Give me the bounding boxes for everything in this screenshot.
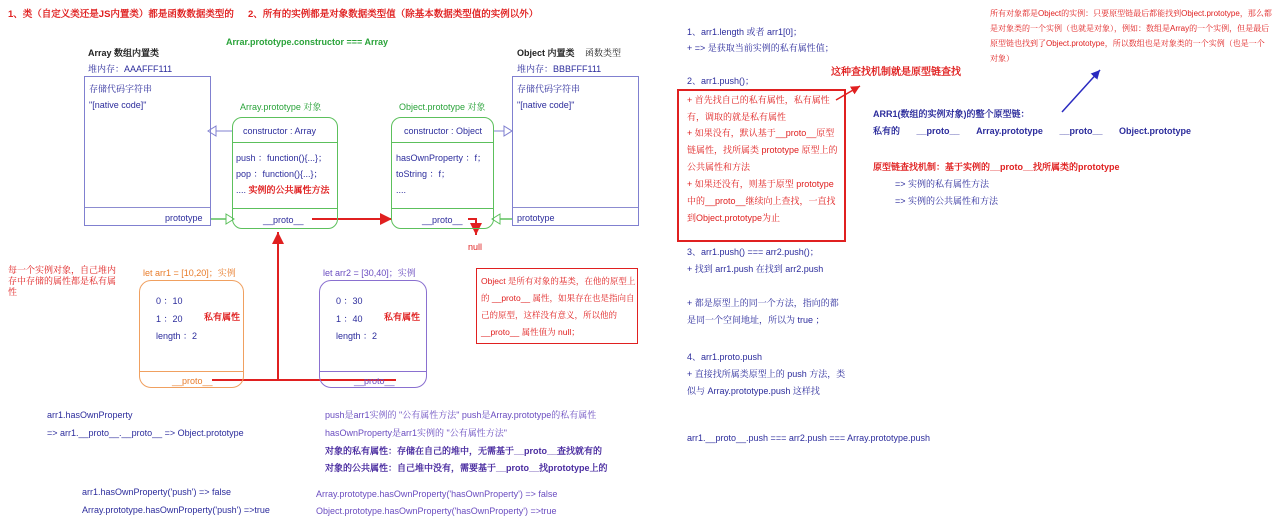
arr1-private-label: 私有属性 bbox=[204, 312, 241, 322]
note-arrow bbox=[1062, 70, 1100, 112]
step2-detail-b: + 如果没有，默认基于__proto__原型链属性，找所属类 prototype 原型上的公共属性和方法 bbox=[687, 128, 838, 172]
array-proto-proto: __proto__ bbox=[263, 215, 304, 225]
array-proto-constructor: constructor : Array bbox=[243, 126, 317, 136]
object-proto-constructor: constructor : Object bbox=[404, 126, 483, 136]
chain-part-object-prototype: Object.prototype bbox=[1118, 126, 1191, 136]
arr2-item-1: 1 ：40 bbox=[336, 314, 363, 324]
chain-part-array-prototype: Array.prototype bbox=[976, 126, 1043, 136]
mechanism-line1: => 实例的私有属性方法 bbox=[895, 179, 990, 189]
step3: 3、arr1.push() === arr2.push()； bbox=[687, 247, 819, 257]
chain-part-private: 私有的 bbox=[873, 126, 901, 136]
left-note: 每一个实例对象，自己堆内存中存储的属性都是私有属性 bbox=[8, 265, 117, 297]
object-fn-subtitle: 函数类型 bbox=[585, 48, 622, 58]
arr1-proto: __proto__ bbox=[172, 376, 213, 386]
array-fn-title: Array 数组内置类 bbox=[88, 48, 160, 58]
step1: 1、arr1.length 或者 arr1[0]； bbox=[687, 27, 803, 37]
mechanism-line2: => 实例的公共属性和方法 bbox=[895, 196, 999, 206]
constructor-arrowhead-object bbox=[504, 126, 512, 136]
array-proto-push: push ：function(){...}； bbox=[236, 153, 328, 163]
constructor-equation: Arrar.prototype.constructor === Array bbox=[226, 37, 388, 47]
object-proto-tostring: toString ：f； bbox=[396, 169, 451, 179]
header-point-2: 2、所有的实例都是对象数据类型值（除基本数据类型值的实例以外） bbox=[248, 9, 539, 20]
object-fn-heap: 堆内存：BBBFFF111 bbox=[517, 64, 602, 74]
array-fn-box bbox=[84, 76, 211, 226]
bottom-left-line4: Array.prototype.hasOwnProperty('push') =>true bbox=[82, 505, 270, 515]
array-fn-heap: 堆内存：AAAFFF111 bbox=[88, 64, 173, 74]
mechanism-title: 原型链查找机制：基于实例的__proto__找所属类的prototype bbox=[873, 162, 1120, 172]
object-proto-box bbox=[391, 117, 494, 229]
step2-detail-c: + 如果还没有，则基于原型 prototype 中的__proto__继续向上查找，一直找到Object.prototype为止 bbox=[687, 179, 836, 223]
arr2-private-label: 私有属性 bbox=[384, 312, 421, 322]
array-fn-code-title: 存储代码字符串 bbox=[89, 84, 153, 94]
object-proto-proto: __proto__ bbox=[422, 215, 463, 225]
array-proto-title: Array.prototype 对象 bbox=[240, 102, 322, 112]
arr1-item-1: 1 ：20 bbox=[156, 314, 183, 324]
array-proto-note: 实例的公共属性方法 bbox=[248, 185, 330, 195]
object-fn-title: Object 内置类 bbox=[517, 48, 575, 58]
chain-part-proto-2: __proto__ bbox=[1059, 126, 1103, 136]
step3-detail-a: + 找到 arr1.push 在找到 arr2.push bbox=[687, 264, 824, 274]
object-proto-dots: .... bbox=[396, 185, 407, 195]
bottom-left-line2: => arr1.__proto__.__proto__ => Object.prototype bbox=[47, 428, 244, 438]
array-proto-dots: .... bbox=[236, 185, 247, 195]
step5: arr1.__proto__.push === arr2.push === Array.prototype.push bbox=[687, 433, 930, 443]
step4-detail: + 直接找所属类原型上的 push 方法，类似与 Array.prototype.push 这样找 bbox=[687, 369, 846, 396]
chain-path bbox=[873, 125, 1191, 138]
arr2-item-0: 0 ：30 bbox=[336, 296, 363, 306]
object-proto-hasownproperty: hasOwnProperty ：f； bbox=[396, 153, 487, 163]
step2-detail-a: + 首先找自己的私有属性，私有属性有，调取的就是私有属性 bbox=[687, 95, 830, 122]
object-note-box bbox=[476, 268, 638, 344]
object-note: Object 是所有对象的基类，在他的原型上的 __proto__ 属性，如果存在也是指向自己的原型，这样没有意义，所以他的 __proto__ 属性值为 null； bbox=[481, 276, 636, 337]
right-note: 所有对象都是Object的实例：只要原型链最后都能找到Object.prototype，那么都是对象类的一个实例（也就是对象），例如：数组是Array的一个实例，但是最后原型链也找到了Object.prototype，所以数组也是对象类的一个实例（也是一个对象） bbox=[990, 9, 1272, 63]
arr1-item-length: length ：2 bbox=[156, 331, 198, 341]
arr2-item-length: length ：2 bbox=[336, 331, 378, 341]
bottom-mid-line5: Array.prototype.hasOwnProperty('hasOwnProperty') => false bbox=[316, 489, 558, 499]
null-label: null bbox=[468, 242, 483, 252]
object-proto-title: Object.prototype 对象 bbox=[399, 102, 486, 112]
step2: 2、arr1.push()； bbox=[687, 76, 755, 86]
bottom-mid-line2: hasOwnProperty是arr1实例的 "公有属性方法" bbox=[325, 428, 507, 438]
bottom-mid-line4: 对象的公共属性：自己堆中没有，需要基于__proto__找prototype上的 bbox=[325, 463, 608, 473]
bottom-mid-line6: Object.prototype.hasOwnProperty('hasOwnProperty') =>true bbox=[316, 506, 557, 516]
array-fn-prototype-label: prototype bbox=[165, 213, 203, 223]
bottom-mid-line1: push是arr1实例的 "公有属性方法" push是Array.prototype的私有属性 bbox=[325, 410, 597, 420]
arr1-item-0: 0 ：10 bbox=[156, 296, 183, 306]
chain-title: ARR1(数组的实例对象)的整个原型链： bbox=[873, 109, 1030, 119]
chain-part-proto-1: __proto__ bbox=[916, 126, 960, 136]
arr1-box bbox=[139, 280, 244, 388]
bottom-mid-line3: 对象的私有属性：存储在自己的堆中，无需基于__proto__查找就有的 bbox=[325, 446, 603, 456]
arr2-box bbox=[319, 280, 427, 388]
array-proto-box bbox=[232, 117, 338, 229]
step4: 4、arr1.proto.push bbox=[687, 352, 763, 362]
object-fn-code-title: 存储代码字符串 bbox=[517, 84, 581, 94]
object-fn-box bbox=[512, 76, 639, 226]
bottom-left-line3: arr1.hasOwnProperty('push') => false bbox=[82, 487, 232, 497]
header-point-1: 1、类（自定义类还是JS内置类）都是函数数据类型的 bbox=[8, 9, 234, 20]
bottom-left-line1: arr1.hasOwnProperty bbox=[47, 410, 133, 420]
step1-detail: + => 是获取当前实例的私有属性值； bbox=[687, 43, 834, 53]
array-fn-code-value: "[native code]" bbox=[89, 100, 147, 110]
chain-label: 这种查找机制就是原型链查找 bbox=[831, 67, 961, 78]
arr2-proto: __proto__ bbox=[354, 376, 395, 386]
lookup-rules-box bbox=[677, 89, 846, 242]
step3-detail-b: + 都是原型上的同一个方法，指向的都是同一个空间地址，所以为 true ； bbox=[687, 298, 839, 325]
arr1-declaration: let arr1 = [10,20]；实例 bbox=[143, 268, 236, 278]
array-proto-pop: pop ：function(){...}； bbox=[236, 169, 323, 179]
arr2-declaration: let arr2 = [30,40]；实例 bbox=[323, 268, 416, 278]
object-fn-code-value: "[native code]" bbox=[517, 100, 575, 110]
object-fn-prototype-label: prototype bbox=[517, 213, 555, 223]
